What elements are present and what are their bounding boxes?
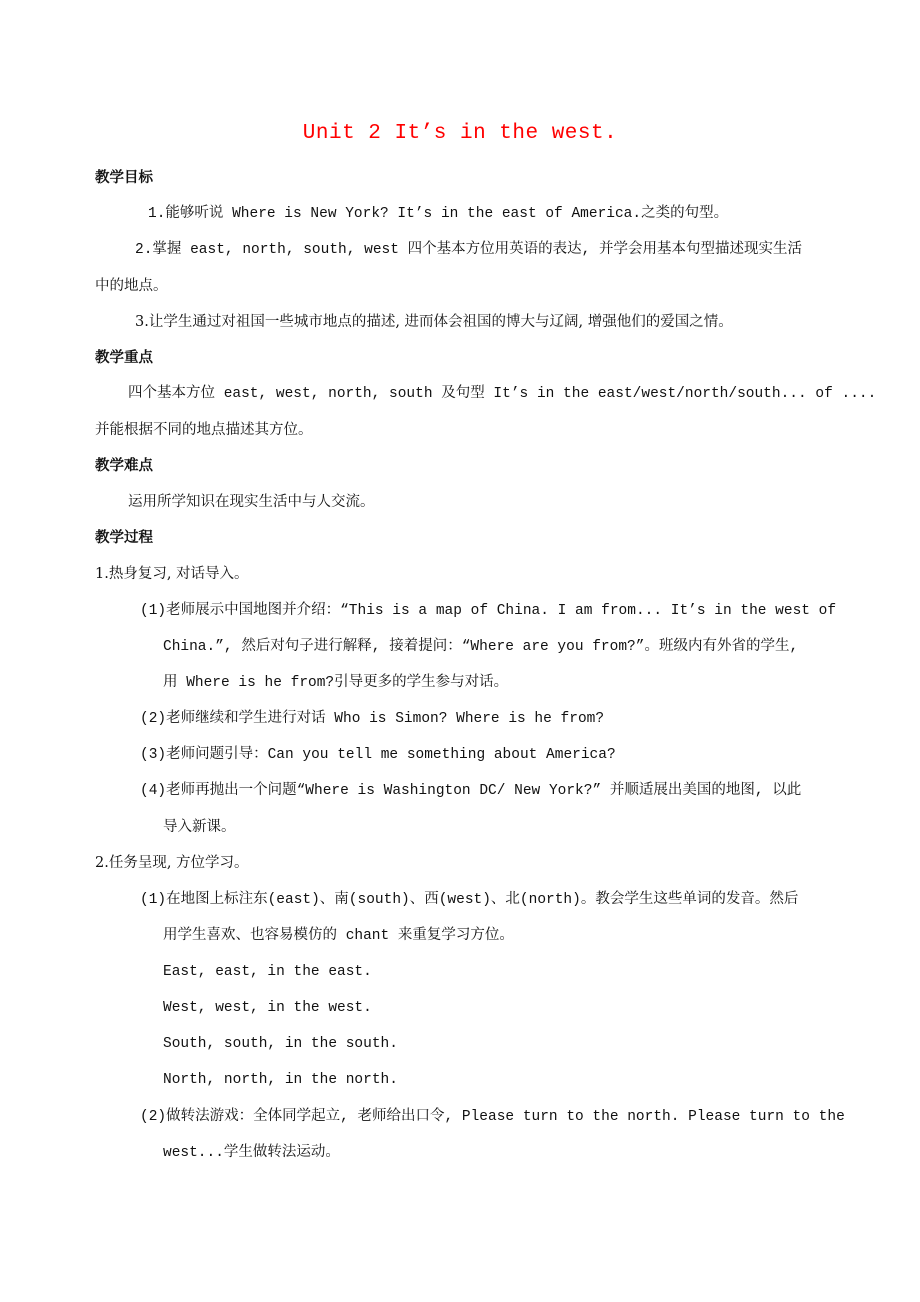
key-point-1-cont: 并能根据不同的地点描述其方位。	[95, 422, 313, 438]
chant-line-east: East, east, in the east.	[163, 964, 372, 980]
process-1-item-2: (2)老师继续和学生进行对话 Who is Simon? Where is he from?	[140, 711, 605, 727]
process-2-item-1: (1)在地图上标注东(east)、南(south)、西(west)、北(north)。教会学生这些单词的发音。然后	[140, 892, 799, 908]
section-heading-key-points: 教学重点	[95, 350, 153, 366]
objective-2-cont: 中的地点。	[95, 278, 168, 294]
process-step-2: 2.任务呈现, 方位学习。	[95, 855, 249, 871]
process-1-item-4-cont: 导入新课。	[163, 819, 236, 835]
chant-line-north: North, north, in the north.	[163, 1072, 398, 1088]
process-2-item-2-cont: west...学生做转法运动。	[163, 1145, 340, 1161]
difficulty-1: 运用所学知识在现实生活中与人交流。	[128, 494, 375, 510]
process-step-1: 1.热身复习, 对话导入。	[95, 566, 249, 582]
process-1-item-1: (1)老师展示中国地图并介绍：“This is a map of China. I am from... It’s in the west of	[140, 603, 837, 619]
process-1-item-3: (3)老师问题引导：Can you tell me something about America?	[140, 747, 616, 763]
section-heading-process: 教学过程	[95, 530, 153, 546]
chant-line-south: South, south, in the south.	[163, 1036, 398, 1052]
section-heading-objectives: 教学目标	[95, 170, 153, 186]
objective-1: 1.能够听说 Where is New York? It’s in the east of America.之类的句型。	[148, 206, 729, 222]
objective-3: 3.让学生通过对祖国一些城市地点的描述, 进而体会祖国的博大与辽阔, 增强他们的爱国之情。	[135, 314, 733, 330]
section-heading-difficulties: 教学难点	[95, 458, 153, 474]
key-point-1: 四个基本方位 east, west, north, south 及句型 It’s in the east/west/north/south... of ....	[128, 386, 877, 402]
process-1-item-1-cont2: 用 Where is he from?引导更多的学生参与对话。	[163, 675, 509, 691]
objective-2: 2.掌握 east, north, south, west 四个基本方位用英语的表达, 并学会用基本句型描述现实生活	[135, 242, 803, 258]
process-1-item-4: (4)老师再抛出一个问题“Where is Washington DC/ New York?” 并顺适展出美国的地图, 以此	[140, 783, 802, 799]
process-2-item-1-cont: 用学生喜欢、也容易模仿的 chant 来重复学习方位。	[163, 928, 514, 944]
chant-line-west: West, west, in the west.	[163, 1000, 372, 1016]
process-2-item-2: (2)做转法游戏：全体同学起立, 老师给出口令, Please turn to the north. Please turn to the	[140, 1109, 845, 1125]
document-title: Unit 2 It’s in the west.	[302, 122, 618, 145]
process-1-item-1-cont: China.”, 然后对句子进行解释, 接着提问：“Where are you from?”。班级内有外省的学生,	[163, 639, 799, 655]
